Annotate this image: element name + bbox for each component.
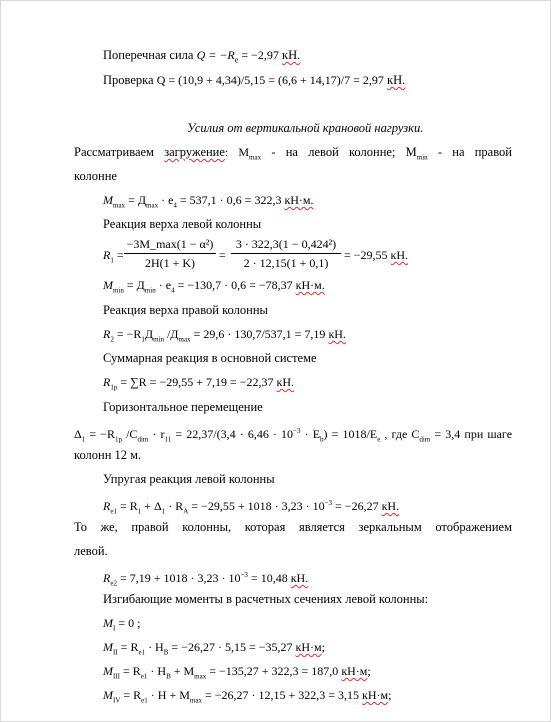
m1-formula: $M_I = 0$ ; <box>103 616 141 633</box>
r1-result: = −29,55 кН. <box>344 248 409 262</box>
r1p-formula: $R_{1p} = \sum R = -29,55 + 7,19 = -22,37$ кН. <box>103 375 295 392</box>
text-line: Реакция верха левой колонны <box>103 217 262 231</box>
m2-formula: $M_{II} = R_{e1} \cdot H_B = -26,27 \cdot 5,15 = -35,27$ кН·м; <box>103 640 325 657</box>
text-continuation: колонн 12 м. <box>74 448 142 462</box>
text: Поперечная сила <box>103 48 194 62</box>
displacement-formula: $\Delta_1 = -R_{1p}$ $/C_{dim} \cdot r_{11} = 22,37/(3,4 \cdot 6,46 \cdot 10^{-3} \cdot E_b) = 1018/E_e$ , где $C_{dim} = 3,4$ при шаге <box>74 427 513 444</box>
mmax-formula: $M_{max} = Д_{max} \cdot e_4 = 537,1 \cdot 0,6 = 322,3$ кН·м. <box>103 193 314 210</box>
text-line: То же, правой колонны, которая является зеркальным отображением <box>74 520 512 534</box>
r2-formula: $R_2 = -R_1Д_{min}$ $/Д_{max} = 29,6 \cdot 130,7/537,1 = 7,19$ кН. <box>103 327 346 344</box>
shear-force-line <box>103 47 300 68</box>
unit: кН. <box>282 48 301 62</box>
check-line <box>103 72 405 88</box>
text-continuation: колонне <box>74 169 117 183</box>
word: загружение <box>164 145 225 159</box>
unit: кН. <box>387 73 406 87</box>
equals-sign: = <box>219 248 226 262</box>
text-continuation: левой. <box>74 544 108 558</box>
section-heading: Усилия от вертикальной крановой нагрузки. <box>187 121 424 135</box>
formula: $Q = -R_e = -2,97$ <box>196 48 279 65</box>
r1-lhs: $R_1$ = <box>103 248 124 265</box>
loading-line <box>74 144 512 166</box>
m4-formula: $M_{IV} = R_{e1} \cdot H + M_{max} = -26,27 \cdot 12,15 + 322,3 = 3,15$ кН·м; <box>103 688 392 705</box>
re1-formula: $R_{e1} = R_1 + \Delta_1 \cdot R_A = -29,55 + 1018 \cdot 3,23 \cdot 10^{-3} = -26,27$ кН. <box>103 499 400 516</box>
r1-fraction-1: −3M_max(1 − α²) 2H(1 + K) <box>124 237 216 271</box>
text: Проверка <box>103 73 154 87</box>
text-line: Изгибающие моменты в расчетных сечениях левой колонны: <box>103 592 429 606</box>
text-line: Упругая реакция левой колонны <box>103 472 275 486</box>
m3-formula: $M_{III} = R_{e1} \cdot H_B + M_{max} = -135,27 + 322,3 = 187,0$ кН·м; <box>103 664 371 681</box>
text-line: Реакция верха правой колонны <box>103 303 268 317</box>
text: - на правой <box>437 145 512 159</box>
text: - на левой колонне; M <box>271 145 417 159</box>
text-line: Горизонтальное перемещение <box>103 400 263 414</box>
sub: min <box>416 153 428 162</box>
formula: Q = (10,9 + 4,34)/5,15 = (6,6 + 14,17)/7 = 2,97 <box>156 73 384 87</box>
re2-formula: $R_{e2} = 7,19 + 1018 \cdot 3,23 \cdot 10^{-3} = 10,48$ кН. <box>103 571 309 588</box>
formula: : $M_{max}$ <box>224 145 262 162</box>
r1-fraction-2: $\frac{\text{3 · 322,3(1 − 0,424²)}}{2 \cdot 12,15(1 + 0,1)}$ <box>231 237 341 271</box>
mmin-formula: $M_{min} = Д_{min} \cdot e_4 = -130,7 \cdot 0,6 = -78,37$ кН·м. <box>103 278 325 295</box>
text: Рассматриваем <box>74 145 154 159</box>
text-line: Суммарная реакция в основной системе <box>103 351 317 365</box>
